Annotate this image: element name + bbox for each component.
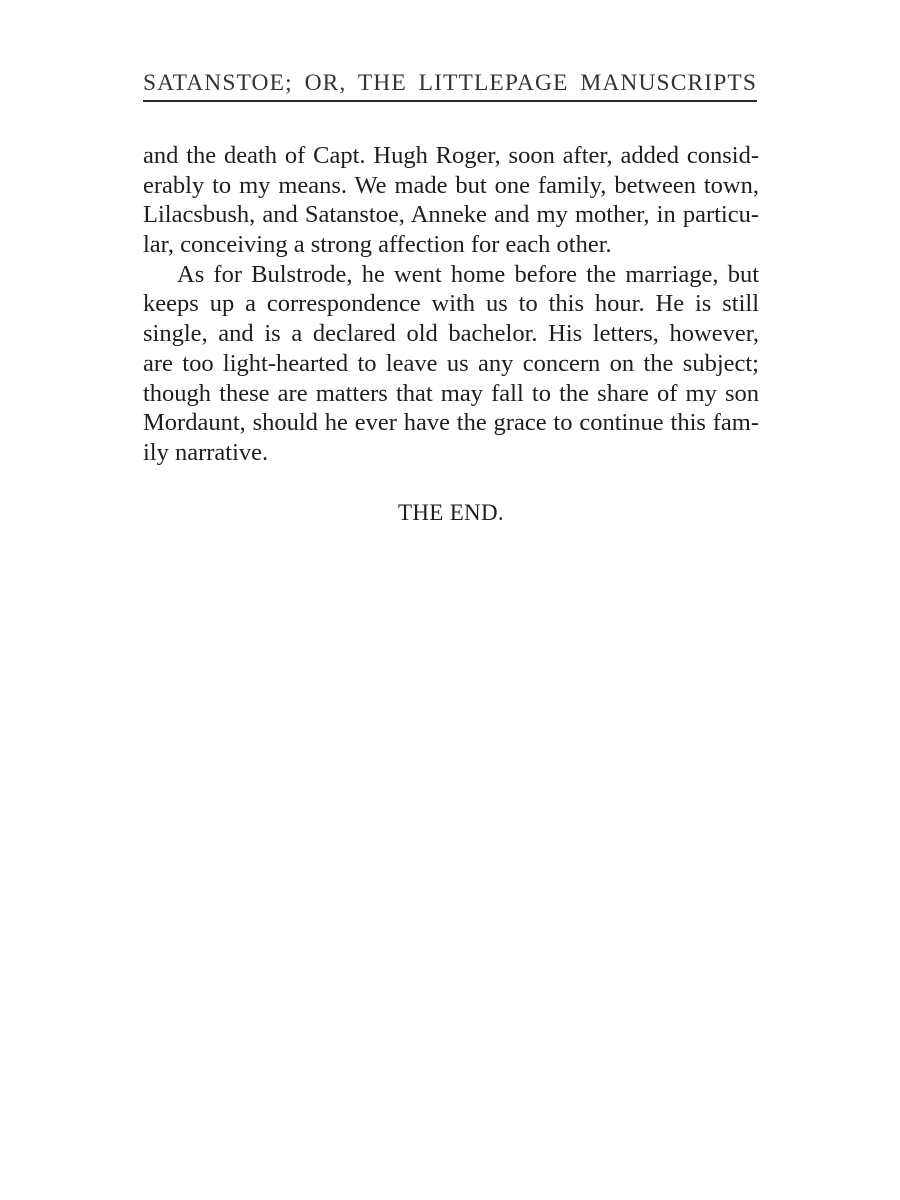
body-text <box>143 141 759 468</box>
running-head <box>143 66 757 102</box>
text-line: though these are matters that may fall to the share of my son <box>143 379 759 407</box>
text-line: single, and is a declared old bachelor. His letters, however, <box>143 320 759 348</box>
the-end-heading: THE END. <box>398 500 504 525</box>
text-line: are too light-hearted to leave us any concern on the subject; <box>143 349 759 377</box>
paragraph-2 <box>143 260 759 468</box>
text-line: erably to my means. We made but one family, between town, <box>143 171 759 199</box>
text-line: keeps up a correspondence with us to this hour. He is still <box>143 290 759 318</box>
text-line: and the death of Capt. Hugh Roger, soon after, added consid- <box>143 142 759 169</box>
text-line: Mordaunt, should he ever have the grace to continue this fam- <box>143 409 759 437</box>
text-line: As for Bulstrode, he went home before the marriage, but <box>177 260 759 288</box>
paragraph-1 <box>143 141 759 260</box>
text-line: ily narrative. <box>143 438 269 466</box>
text-line: lar, conceiving a strong affection for each other. <box>143 231 612 259</box>
text-line: Lilacsbush, and Satanstoe, Anneke and my mother, in particu- <box>143 201 759 229</box>
running-head-title: SATANSTOE; OR, THE LITTLEPAGE MANUSCRIPTS <box>143 70 757 96</box>
